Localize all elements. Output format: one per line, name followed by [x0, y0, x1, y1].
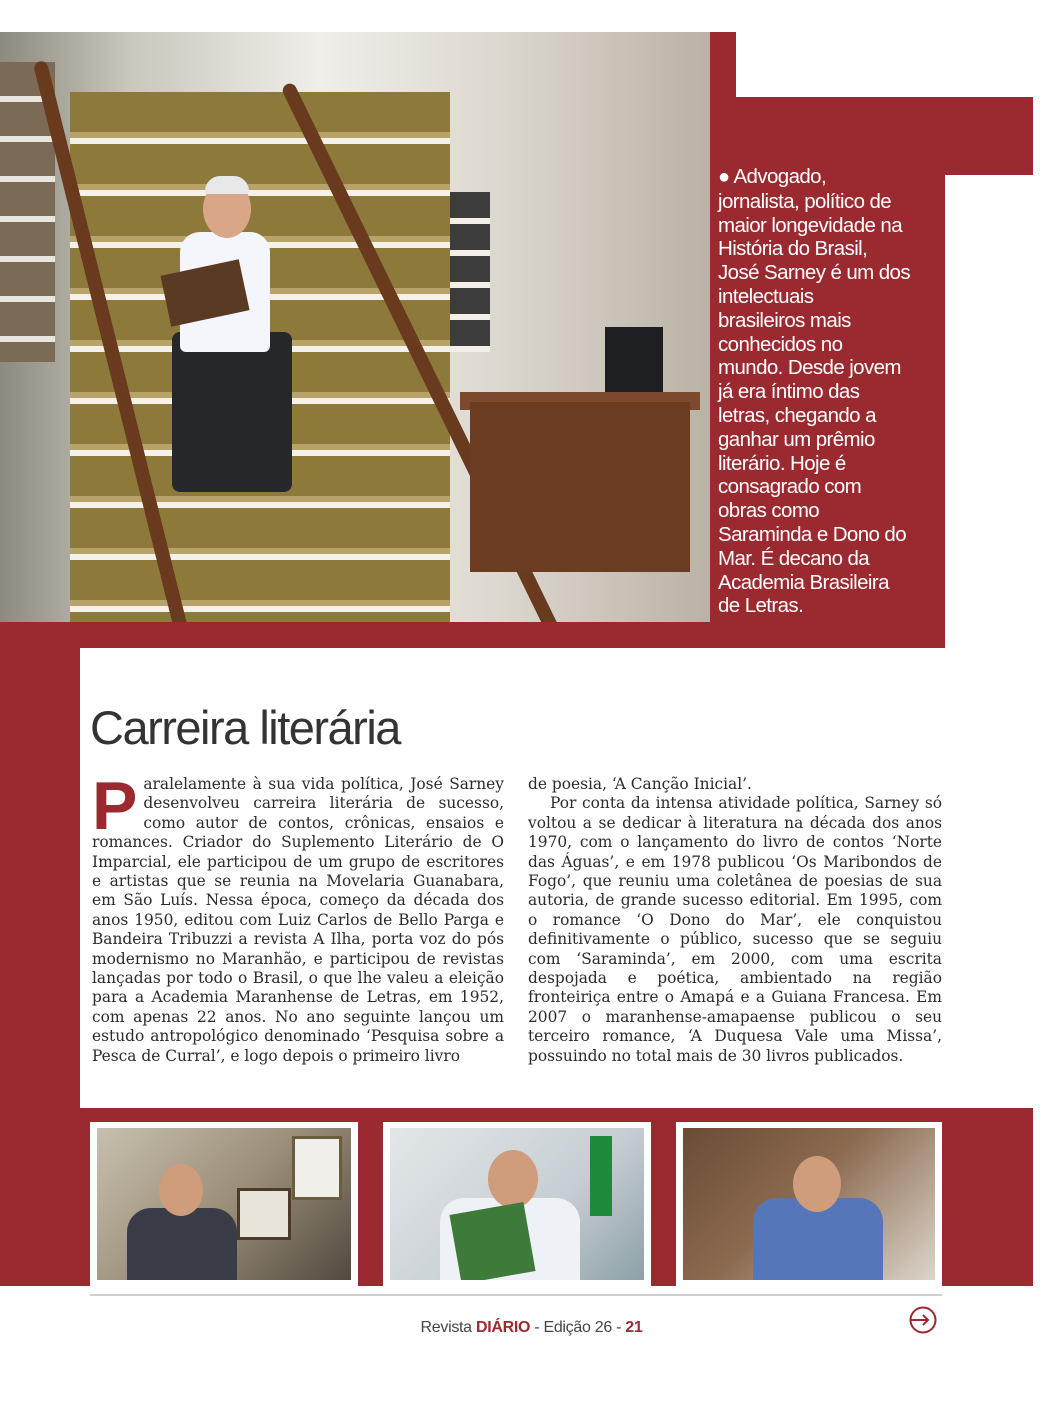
- flag: [590, 1136, 612, 1216]
- caption-line: Academia Brasileira: [718, 570, 889, 594]
- caption-line: literário. Hoje é: [718, 451, 846, 475]
- caption-line: obras como: [718, 499, 820, 523]
- hero-photo: [0, 32, 710, 622]
- thumbnail-image-3: [683, 1128, 935, 1280]
- framed-picture: [292, 1136, 342, 1200]
- photo-thumbnail-2: [383, 1122, 651, 1286]
- framed-picture: [237, 1188, 291, 1240]
- caption-line: brasileiros mais: [718, 308, 851, 332]
- drop-cap: P: [92, 768, 138, 844]
- figure-head: [159, 1164, 203, 1216]
- computer-monitor: [605, 327, 663, 392]
- caption-line: conhecidos no: [718, 332, 843, 356]
- caption-line: ganhar um prêmio: [718, 427, 875, 451]
- red-band-top: [708, 32, 736, 97]
- desk: [470, 402, 690, 572]
- footer-edition: - Edição 26 -: [530, 1319, 626, 1336]
- thumbnail-image-1: [97, 1128, 351, 1280]
- caption-line: José Sarney é um dos: [718, 261, 910, 285]
- article-column-1: [92, 768, 504, 1066]
- footer-prefix: Revista: [420, 1319, 476, 1336]
- caption-line: de Letras.: [718, 594, 804, 618]
- caption-line: intelectuais: [718, 284, 814, 308]
- photo-caption: [718, 165, 948, 618]
- figure-body: [127, 1208, 237, 1280]
- photo-thumbnail-1: [90, 1122, 358, 1286]
- article-paragraph-1: aralelamente à sua vida política, José Sarney desenvolveu carreira literária de sucesso, como autor de contos, crônicas, ensaios e romances. Criador do Suplemento Literário de O Imparcial, ele participou de um grupo de escritores e artistas que se reunia na Movelaria Guanabara, em São Luís. Nessa época, começo da década dos anos 1950, editou com Luiz Carlos de Bello Parga e Bandeira Tribuzzi a revista A Ilha, porta voz do pós modernismo no Maranhão, e participou de revistas lançadas por todo o Brasil, o que lhe valeu a eleição para a Academia Maranhense de Letras, em 1952, com apenas 22 anos. No ano seguinte lançou um estudo antropológico denominado ‘Pesquisa sobre a Pesca de Curral’, e logo depois o primeiro livro: [92, 775, 504, 1065]
- caption-line: mundo. Desde jovem: [718, 356, 901, 380]
- page-footer: [0, 1319, 1063, 1337]
- figure-head: [488, 1150, 538, 1208]
- person-hair: [205, 176, 249, 194]
- caption-line: Saraminda e Dono do: [718, 522, 907, 546]
- caption-line: ● Advogado,: [718, 165, 827, 188]
- book-cover: [449, 1202, 535, 1280]
- thumbnail-image-2: [390, 1128, 644, 1280]
- caption-line: História do Brasil,: [718, 237, 868, 261]
- article-title: Carreira literária: [90, 701, 400, 754]
- footer-brand: DIÁRIO: [475, 1319, 531, 1336]
- footer-rule: [90, 1294, 942, 1296]
- article-column-2: [528, 775, 942, 1066]
- next-page-icon[interactable]: [908, 1305, 938, 1335]
- article-paragraph-2: Por conta da intensa atividade política, Sarney só voltou a se dedicar à literatura na década dos anos 1970, com o lançamento do livro de contos ‘Norte das Águas’, e em 1978 publicou ‘Os Maribondos de Fogo’, que reuniu uma coletânea de poesias de sua autoria, de grande sucesso editorial. Em 1995, com o romance ‘O Dono do Mar’, ele conquistou definitivamente o público, sucesso que se seguiu com ‘Saraminda’, em 2000, com uma escrita despojada e poética, ambientado na região fronteiriça entre o Amapá e a Guiana Francesa. Em 2007 o maranhense-amapaense publicou o seu terceiro romance, ‘A Duquesa Vale uma Missa’, possuindo no total mais de 30 livros publicados.: [528, 794, 942, 1065]
- figure-head: [793, 1156, 841, 1212]
- caption-line: consagrado com: [718, 475, 862, 499]
- caption-line: maior longevidade na: [718, 213, 903, 237]
- red-band-middle: [0, 622, 945, 648]
- caption-line: letras, chegando a: [718, 403, 876, 427]
- person-legs: [172, 332, 292, 492]
- caption-line: já era íntimo das: [718, 380, 860, 404]
- red-band-right: [708, 97, 1033, 175]
- article-paragraph-1-continued: de poesia, ‘A Canção Inicial’.: [528, 775, 752, 793]
- caption-line: Mar. É decano da: [718, 546, 870, 570]
- photo-thumbnail-3: [676, 1122, 942, 1286]
- caption-line: jornalista, político de: [718, 189, 892, 213]
- bullet-icon: ●: [718, 166, 730, 188]
- red-band-left: [0, 622, 80, 1108]
- page-number: 21: [625, 1319, 643, 1336]
